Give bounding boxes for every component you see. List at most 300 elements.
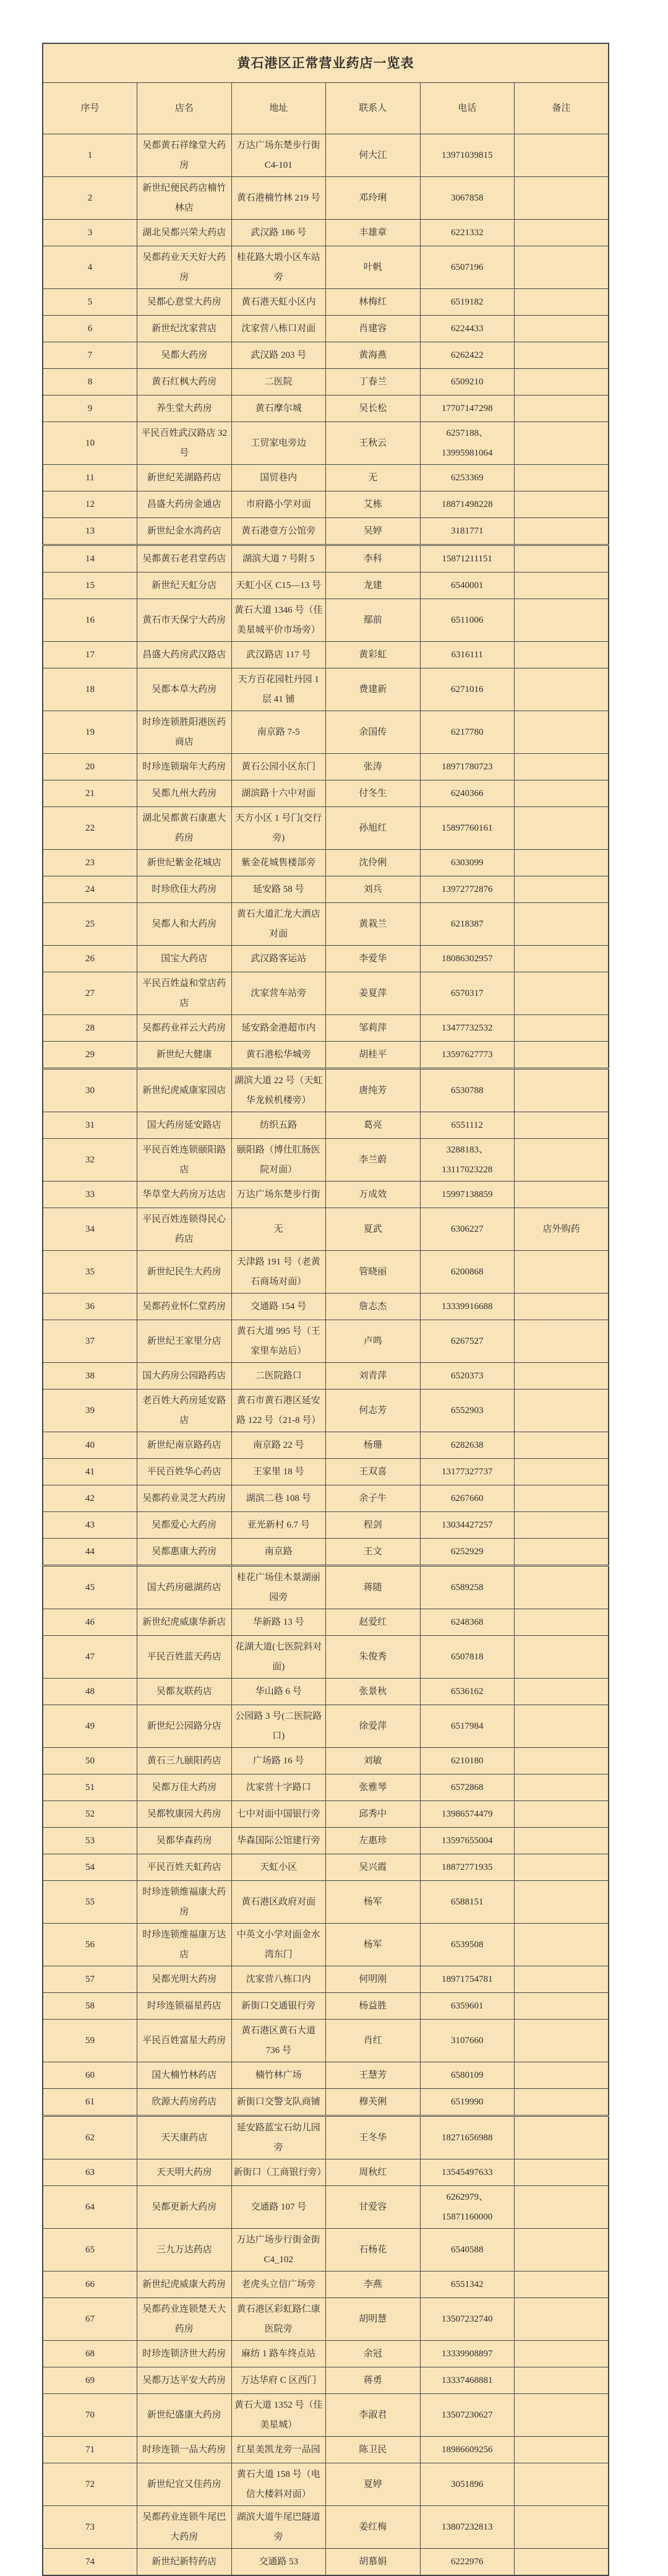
cell-serial: 7 bbox=[43, 342, 137, 369]
cell-store-name: 时珍连锁维福康万达店 bbox=[137, 1924, 232, 1966]
cell-note bbox=[515, 2341, 609, 2367]
cell-note bbox=[515, 1112, 609, 1139]
cell-note bbox=[515, 1801, 609, 1828]
cell-contact: 张景秋 bbox=[326, 1679, 421, 1705]
cell-store-name: 吴都本草大药房 bbox=[137, 668, 232, 711]
cell-note bbox=[515, 1042, 609, 1069]
cell-serial: 29 bbox=[43, 1042, 137, 1069]
cell-address: 交通路 154 号 bbox=[231, 1294, 326, 1320]
cell-phone: 13339916688 bbox=[420, 1294, 515, 1320]
cell-store-name: 黄石三九颐阳药店 bbox=[137, 1748, 232, 1774]
cell-note bbox=[515, 1363, 609, 1390]
cell-address: 沈家营八栋口对面 bbox=[231, 316, 326, 342]
cell-contact: 黄海燕 bbox=[326, 342, 421, 369]
column-header-contact: 联系人 bbox=[326, 83, 421, 134]
cell-phone: 6218387 bbox=[420, 903, 515, 946]
table-row bbox=[43, 1924, 609, 1966]
cell-address: 颐阳路（博仕肛肠医院对面） bbox=[231, 1139, 326, 1182]
table-row bbox=[43, 1015, 609, 1042]
cell-contact: 余冠 bbox=[326, 2341, 421, 2367]
cell-phone: 6517984 bbox=[420, 1705, 515, 1748]
cell-note bbox=[515, 1609, 609, 1636]
table-row bbox=[43, 518, 609, 545]
cell-serial: 47 bbox=[43, 1636, 137, 1679]
cell-serial: 30 bbox=[43, 1069, 137, 1112]
cell-phone: 6262422 bbox=[420, 342, 515, 369]
table-row bbox=[43, 1294, 609, 1320]
cell-contact: 王慧芳 bbox=[326, 2062, 421, 2089]
cell-store-name: 吴都黄石祥缘堂大药房 bbox=[137, 134, 232, 177]
cell-serial: 65 bbox=[43, 2229, 137, 2271]
table-row bbox=[43, 246, 609, 289]
cell-note bbox=[515, 342, 609, 369]
cell-phone: 13507232740 bbox=[420, 2298, 515, 2341]
table-row bbox=[43, 1363, 609, 1390]
cell-contact: 丁春兰 bbox=[326, 369, 421, 395]
cell-contact: 吴兴霞 bbox=[326, 1854, 421, 1881]
cell-phone: 6530788 bbox=[420, 1069, 515, 1112]
cell-phone: 6551342 bbox=[420, 2271, 515, 2298]
cell-address: 湖滨路十六中对面 bbox=[231, 780, 326, 807]
cell-store-name: 黄石市天保宁大药房 bbox=[137, 599, 232, 642]
cell-contact: 唐纯芳 bbox=[326, 1069, 421, 1112]
cell-note bbox=[515, 1679, 609, 1705]
cell-store-name: 时珍连锁维福康大药房 bbox=[137, 1881, 232, 1924]
cell-serial: 44 bbox=[43, 1539, 137, 1566]
cell-store-name: 吴都药业怀仁堂药房 bbox=[137, 1294, 232, 1320]
table-row bbox=[43, 2089, 609, 2116]
cell-address: 黄石公园小区东门 bbox=[231, 754, 326, 780]
cell-contact: 张雅琴 bbox=[326, 1774, 421, 1801]
cell-serial: 11 bbox=[43, 465, 137, 491]
cell-address: 华森国际公馆建行旁 bbox=[231, 1828, 326, 1854]
cell-note bbox=[515, 2020, 609, 2062]
cell-phone: 13971039815 bbox=[420, 134, 515, 177]
cell-phone: 6222976 bbox=[420, 2549, 515, 2576]
cell-note bbox=[515, 289, 609, 316]
cell-serial: 43 bbox=[43, 1512, 137, 1539]
table-row bbox=[43, 1774, 609, 1801]
cell-phone: 6306227 bbox=[420, 1208, 515, 1251]
cell-phone: 6520373 bbox=[420, 1363, 515, 1390]
cell-serial: 58 bbox=[43, 1993, 137, 2020]
cell-note bbox=[515, 807, 609, 850]
cell-address: 万达广场东楚步行街 bbox=[231, 1182, 326, 1208]
cell-store-name: 平民百姓富星大药房 bbox=[137, 2020, 232, 2062]
table-row bbox=[43, 2186, 609, 2229]
table-row bbox=[43, 134, 609, 177]
cell-store-name: 三九万达药店 bbox=[137, 2229, 232, 2271]
cell-address: 延安路金港超市内 bbox=[231, 1015, 326, 1042]
cell-note bbox=[515, 1485, 609, 1512]
cell-phone: 6540001 bbox=[420, 573, 515, 599]
cell-address: 延安路蓝宝石幼儿园旁 bbox=[231, 2116, 326, 2159]
cell-address: 桂花广场佳木景湖丽园旁 bbox=[231, 1566, 326, 1609]
cell-phone: 18971780723 bbox=[420, 754, 515, 780]
cell-store-name: 时珍连锁胜阳港医药商店 bbox=[137, 711, 232, 754]
cell-contact: 鄢前 bbox=[326, 599, 421, 642]
cell-store-name: 新世纪新特药店 bbox=[137, 2549, 232, 2576]
cell-phone: 6539508 bbox=[420, 1924, 515, 1966]
cell-contact: 姜红梅 bbox=[326, 2506, 421, 2549]
cell-store-name: 吴都华森药房 bbox=[137, 1828, 232, 1854]
cell-store-name: 新世纪便民药店楠竹林店 bbox=[137, 177, 232, 220]
table-row bbox=[43, 1042, 609, 1069]
cell-address: 万达华府 C 区西门 bbox=[231, 2367, 326, 2394]
cell-store-name: 吴都人和大药房 bbox=[137, 903, 232, 946]
cell-address: 楠竹林广场 bbox=[231, 2062, 326, 2089]
cell-phone: 18271656988 bbox=[420, 2116, 515, 2159]
cell-store-name: 新世纪沈家营店 bbox=[137, 316, 232, 342]
cell-contact: 管晓丽 bbox=[326, 1251, 421, 1294]
table-row bbox=[43, 2367, 609, 2394]
cell-note bbox=[515, 1774, 609, 1801]
cell-store-name: 新世纪虎威康家园店 bbox=[137, 1069, 232, 1112]
cell-contact: 林梅红 bbox=[326, 289, 421, 316]
cell-store-name: 吴都牧康园大药房 bbox=[137, 1801, 232, 1828]
cell-contact: 王双喜 bbox=[326, 1459, 421, 1485]
table-row bbox=[43, 946, 609, 972]
cell-store-name: 湖北吴都黄石康惠大药房 bbox=[137, 807, 232, 850]
cell-store-name: 新世纪天虹分店 bbox=[137, 573, 232, 599]
cell-serial: 59 bbox=[43, 2020, 137, 2062]
table-head bbox=[43, 43, 609, 134]
cell-phone: 6316111 bbox=[420, 642, 515, 668]
cell-phone: 6551112 bbox=[420, 1112, 515, 1139]
cell-address: 新街口交警支队商铺 bbox=[231, 2089, 326, 2116]
cell-note bbox=[515, 1320, 609, 1363]
cell-phone: 18086302957 bbox=[420, 946, 515, 972]
cell-contact: 王冬华 bbox=[326, 2116, 421, 2159]
cell-address: 黄石港区黄石大道 736 号 bbox=[231, 2020, 326, 2062]
cell-address: 武汉路 203 号 bbox=[231, 342, 326, 369]
cell-note bbox=[515, 395, 609, 422]
cell-contact: 叶帆 bbox=[326, 246, 421, 289]
cell-serial: 31 bbox=[43, 1112, 137, 1139]
cell-serial: 21 bbox=[43, 780, 137, 807]
cell-serial: 35 bbox=[43, 1251, 137, 1294]
cell-contact: 付冬生 bbox=[326, 780, 421, 807]
cell-phone: 6570317 bbox=[420, 972, 515, 1015]
cell-note bbox=[515, 369, 609, 395]
cell-serial: 71 bbox=[43, 2437, 137, 2463]
cell-note bbox=[515, 1924, 609, 1966]
cell-contact: 胡桂平 bbox=[326, 1042, 421, 1069]
cell-phone: 15897760161 bbox=[420, 807, 515, 850]
table-row bbox=[43, 807, 609, 850]
cell-phone: 6359601 bbox=[420, 1993, 515, 2020]
cell-note bbox=[515, 1182, 609, 1208]
cell-contact: 刘敏 bbox=[326, 1748, 421, 1774]
cell-store-name: 吴都心意堂大药房 bbox=[137, 289, 232, 316]
table-row bbox=[43, 754, 609, 780]
cell-phone: 13597627773 bbox=[420, 1042, 515, 1069]
table-row bbox=[43, 422, 609, 465]
cell-store-name: 新世纪公园路分店 bbox=[137, 1705, 232, 1748]
cell-store-name: 昌盛大药房金通店 bbox=[137, 491, 232, 518]
table-row bbox=[43, 1139, 609, 1182]
table-row bbox=[43, 289, 609, 316]
cell-address: 天虹小区 C15—13 号 bbox=[231, 573, 326, 599]
cell-note bbox=[515, 2271, 609, 2298]
cell-address: 中英文小学对面金水湾东门 bbox=[231, 1924, 326, 1966]
cell-note bbox=[515, 850, 609, 876]
cell-address: 麻纺 1 路车终点站 bbox=[231, 2341, 326, 2367]
cell-serial: 34 bbox=[43, 1208, 137, 1251]
cell-phone: 13177327737 bbox=[420, 1459, 515, 1485]
cell-phone: 6200868 bbox=[420, 1251, 515, 1294]
cell-store-name: 吴都万达平安大药房 bbox=[137, 2367, 232, 2394]
cell-serial: 50 bbox=[43, 1748, 137, 1774]
cell-contact: 陈卫民 bbox=[326, 2437, 421, 2463]
table-row bbox=[43, 780, 609, 807]
cell-phone: 18872771935 bbox=[420, 1854, 515, 1881]
table-row bbox=[43, 850, 609, 876]
cell-serial: 18 bbox=[43, 668, 137, 711]
cell-note bbox=[515, 1566, 609, 1609]
title-row bbox=[43, 43, 609, 83]
cell-address: 万达广场东楚步行街 C4-101 bbox=[231, 134, 326, 177]
cell-store-name: 时珍欣佳大药房 bbox=[137, 876, 232, 903]
table-row bbox=[43, 903, 609, 946]
column-header-row bbox=[43, 83, 609, 134]
cell-contact: 龙建 bbox=[326, 573, 421, 599]
table-row bbox=[43, 1208, 609, 1251]
cell-note bbox=[515, 134, 609, 177]
table-row bbox=[43, 1679, 609, 1705]
cell-contact: 穆芙俐 bbox=[326, 2089, 421, 2116]
cell-phone: 18871498228 bbox=[420, 491, 515, 518]
cell-phone: 18971754781 bbox=[420, 1966, 515, 1993]
cell-serial: 22 bbox=[43, 807, 137, 850]
cell-contact: 吴长松 bbox=[326, 395, 421, 422]
cell-contact: 吴婷 bbox=[326, 518, 421, 545]
cell-address: 紫金花城售楼部旁 bbox=[231, 850, 326, 876]
cell-address: 南京路 22 号 bbox=[231, 1432, 326, 1459]
cell-store-name: 时珍连锁瑞年大药房 bbox=[137, 754, 232, 780]
cell-note bbox=[515, 2116, 609, 2159]
cell-note bbox=[515, 780, 609, 807]
cell-phone: 6509210 bbox=[420, 369, 515, 395]
cell-store-name: 吴都大药房 bbox=[137, 342, 232, 369]
cell-contact: 李兰蔚 bbox=[326, 1139, 421, 1182]
cell-contact: 王秋云 bbox=[326, 422, 421, 465]
table-row bbox=[43, 2437, 609, 2463]
table-row bbox=[43, 2229, 609, 2271]
cell-address: 万达广场步行街金街 C4_102 bbox=[231, 2229, 326, 2271]
cell-serial: 49 bbox=[43, 1705, 137, 1748]
cell-contact: 杨珊 bbox=[326, 1432, 421, 1459]
table-body bbox=[43, 134, 609, 2576]
cell-contact: 杨军 bbox=[326, 1881, 421, 1924]
cell-contact: 丰雄章 bbox=[326, 220, 421, 246]
cell-serial: 10 bbox=[43, 422, 137, 465]
cell-contact: 余子牛 bbox=[326, 1485, 421, 1512]
cell-contact: 李爱华 bbox=[326, 946, 421, 972]
cell-phone: 3067858 bbox=[420, 177, 515, 220]
cell-phone: 6210180 bbox=[420, 1748, 515, 1774]
cell-address: 七中对面中国银行旁 bbox=[231, 1801, 326, 1828]
cell-phone: 13972772876 bbox=[420, 876, 515, 903]
table-row bbox=[43, 599, 609, 642]
cell-phone: 6519990 bbox=[420, 2089, 515, 2116]
cell-address: 湖滨大道牛尾巴隧道旁 bbox=[231, 2506, 326, 2549]
cell-contact: 黄栽兰 bbox=[326, 903, 421, 946]
table-row bbox=[43, 2020, 609, 2062]
cell-phone: 6536162 bbox=[420, 1679, 515, 1705]
cell-contact: 无 bbox=[326, 465, 421, 491]
cell-phone: 6588151 bbox=[420, 1881, 515, 1924]
table-row bbox=[43, 1251, 609, 1294]
cell-address: 华新路 13 号 bbox=[231, 1609, 326, 1636]
cell-note bbox=[515, 1748, 609, 1774]
cell-address: 桂花路大塅小区车站旁 bbox=[231, 246, 326, 289]
cell-phone: 13986574479 bbox=[420, 1801, 515, 1828]
cell-address: 华山路 6 号 bbox=[231, 1679, 326, 1705]
table-row bbox=[43, 220, 609, 246]
cell-note bbox=[515, 465, 609, 491]
cell-store-name: 时珍连锁一品大药房 bbox=[137, 2437, 232, 2463]
column-header-store-name: 店名 bbox=[137, 83, 232, 134]
cell-address: 黄石港天虹小区内 bbox=[231, 289, 326, 316]
cell-address: 黄石大道 158 号（电信大楼斜对面） bbox=[231, 2463, 326, 2506]
cell-contact: 蒋勇 bbox=[326, 2367, 421, 2394]
cell-address: 黄石港区政府对面 bbox=[231, 1881, 326, 1924]
cell-phone: 6267660 bbox=[420, 1485, 515, 1512]
cell-address: 延安路 58 号 bbox=[231, 876, 326, 903]
cell-address: 南京路 7-5 bbox=[231, 711, 326, 754]
cell-address: 黄石港壹方公馆旁 bbox=[231, 518, 326, 545]
table-row bbox=[43, 668, 609, 711]
cell-phone: 13034427257 bbox=[420, 1512, 515, 1539]
cell-note bbox=[515, 2463, 609, 2506]
cell-contact: 李淑君 bbox=[326, 2394, 421, 2437]
cell-note bbox=[515, 2089, 609, 2116]
cell-serial: 1 bbox=[43, 134, 137, 177]
cell-phone: 3051896 bbox=[420, 2463, 515, 2506]
table-row bbox=[43, 876, 609, 903]
table-row bbox=[43, 1320, 609, 1363]
table-row bbox=[43, 2549, 609, 2576]
cell-store-name: 吴都药业连锁楚天大药房 bbox=[137, 2298, 232, 2341]
cell-phone: 15871211151 bbox=[420, 545, 515, 573]
cell-serial: 45 bbox=[43, 1566, 137, 1609]
cell-contact: 李科 bbox=[326, 545, 421, 573]
cell-note bbox=[515, 316, 609, 342]
table-row bbox=[43, 491, 609, 518]
cell-contact: 何明刚 bbox=[326, 1966, 421, 1993]
cell-serial: 9 bbox=[43, 395, 137, 422]
cell-phone: 13507230627 bbox=[420, 2394, 515, 2437]
cell-serial: 48 bbox=[43, 1679, 137, 1705]
cell-store-name: 新世纪虎威康华新店 bbox=[137, 1609, 232, 1636]
cell-note bbox=[515, 1512, 609, 1539]
cell-serial: 27 bbox=[43, 972, 137, 1015]
table-row bbox=[43, 2159, 609, 2186]
table-row bbox=[43, 465, 609, 491]
cell-note bbox=[515, 1828, 609, 1854]
cell-address: 公园路 3 号(二医院路口) bbox=[231, 1705, 326, 1748]
cell-contact: 葛亮 bbox=[326, 1112, 421, 1139]
cell-store-name: 天天康药店 bbox=[137, 2116, 232, 2159]
table-row bbox=[43, 711, 609, 754]
cell-phone: 6303099 bbox=[420, 850, 515, 876]
cell-address: 国贸巷内 bbox=[231, 465, 326, 491]
cell-note bbox=[515, 903, 609, 946]
cell-serial: 68 bbox=[43, 2341, 137, 2367]
cell-store-name: 平民百姓益和堂店药店 bbox=[137, 972, 232, 1015]
cell-phone: 13339908897 bbox=[420, 2341, 515, 2367]
cell-contact: 胡明慧 bbox=[326, 2298, 421, 2341]
cell-serial: 36 bbox=[43, 1294, 137, 1320]
cell-phone: 6511006 bbox=[420, 599, 515, 642]
cell-serial: 17 bbox=[43, 642, 137, 668]
cell-note bbox=[515, 2186, 609, 2229]
table-row bbox=[43, 1459, 609, 1485]
cell-address: 新街口交通银行旁 bbox=[231, 1993, 326, 2020]
cell-note bbox=[515, 1139, 609, 1182]
cell-serial: 62 bbox=[43, 2116, 137, 2159]
cell-contact: 费建新 bbox=[326, 668, 421, 711]
cell-note bbox=[515, 2394, 609, 2437]
cell-store-name: 平民百姓连锁颐阳路店 bbox=[137, 1139, 232, 1182]
cell-phone: 3107660 bbox=[420, 2020, 515, 2062]
cell-note bbox=[515, 599, 609, 642]
cell-serial: 46 bbox=[43, 1609, 137, 1636]
cell-store-name: 平民百姓武汉路店 32 号 bbox=[137, 422, 232, 465]
cell-contact: 卢鸣 bbox=[326, 1320, 421, 1363]
table-row bbox=[43, 1748, 609, 1774]
cell-contact: 夏婷 bbox=[326, 2463, 421, 2506]
table-row bbox=[43, 342, 609, 369]
cell-note bbox=[515, 2298, 609, 2341]
cell-contact: 孙旭红 bbox=[326, 807, 421, 850]
cell-contact: 何大江 bbox=[326, 134, 421, 177]
cell-serial: 66 bbox=[43, 2271, 137, 2298]
cell-note bbox=[515, 573, 609, 599]
page-title: 黄石港区正常营业药店一览表 bbox=[43, 43, 609, 83]
cell-phone: 6572868 bbox=[420, 1774, 515, 1801]
cell-note bbox=[515, 1854, 609, 1881]
cell-store-name: 吴都药业连锁牛尾巴大药房 bbox=[137, 2506, 232, 2549]
cell-address: 黄石港区彩虹路仁康医院旁 bbox=[231, 2298, 326, 2341]
cell-address: 黄石港松华城旁 bbox=[231, 1042, 326, 1069]
cell-serial: 24 bbox=[43, 876, 137, 903]
cell-note bbox=[515, 518, 609, 545]
cell-note bbox=[515, 1993, 609, 2020]
cell-serial: 55 bbox=[43, 1881, 137, 1924]
cell-serial: 53 bbox=[43, 1828, 137, 1854]
cell-contact: 杨军 bbox=[326, 1924, 421, 1966]
cell-phone: 6282638 bbox=[420, 1432, 515, 1459]
cell-serial: 3 bbox=[43, 220, 137, 246]
cell-address: 王家里 18 号 bbox=[231, 1459, 326, 1485]
cell-serial: 57 bbox=[43, 1966, 137, 1993]
cell-serial: 38 bbox=[43, 1363, 137, 1390]
cell-store-name: 新世纪南京路药店 bbox=[137, 1432, 232, 1459]
cell-store-name: 新世纪紫金花城店 bbox=[137, 850, 232, 876]
cell-note bbox=[515, 642, 609, 668]
cell-note bbox=[515, 876, 609, 903]
cell-phone: 6507818 bbox=[420, 1636, 515, 1679]
cell-contact: 黄彩虹 bbox=[326, 642, 421, 668]
cell-contact: 邹莉萍 bbox=[326, 1015, 421, 1042]
cell-address: 纺织五路 bbox=[231, 1112, 326, 1139]
table-row bbox=[43, 395, 609, 422]
cell-address: 湖滨大道 7 号附 5 bbox=[231, 545, 326, 573]
cell-store-name: 吴都惠康大药房 bbox=[137, 1539, 232, 1566]
cell-serial: 56 bbox=[43, 1924, 137, 1966]
